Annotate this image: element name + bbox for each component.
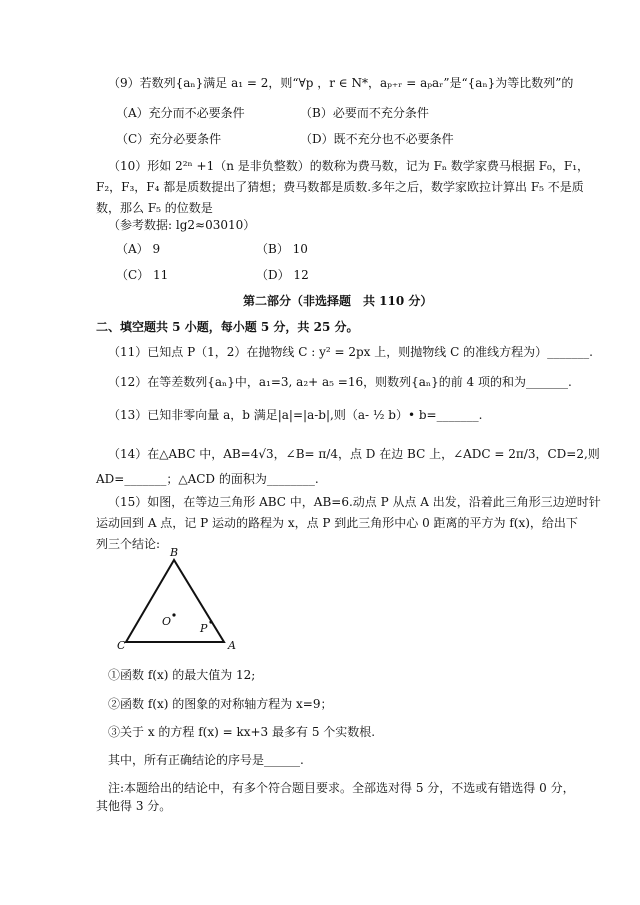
q10-stem-line3: 数，那么 F₅ 的位数是 <box>96 201 213 215</box>
q9-option-a: （A）充分而不必要条件 <box>116 106 245 120</box>
label-b: B <box>170 546 179 559</box>
triangle-abc <box>126 560 224 642</box>
q10-reference: （参考数据: lg2≈03010） <box>108 218 256 232</box>
q10-stem-line2: F₂，F₃，F₄ 都是质数提出了猜想；费马数都是质数.多年之后，数学家欧拉计算出 F₅ 不是质 <box>96 180 584 194</box>
q11: （11）已知点 P（1，2）在抛物线 C : y² = 2px 上，则抛物线 C 的准线方程为）_______. <box>108 345 593 359</box>
q10-option-b: （B） 10 <box>256 242 308 256</box>
q10-option-a: （A） 9 <box>116 242 161 256</box>
q14-line2: AD=_______；△ACD 的面积为________. <box>96 472 319 486</box>
label-o: O <box>162 615 172 628</box>
triangle-figure <box>110 546 250 657</box>
part2-title: 第二部分（非选择题 共 110 分） <box>243 294 433 308</box>
q15-answer-line: 其中，所有正确结论的序号是______. <box>108 753 304 767</box>
q9-stem: （9）若数列{aₙ}满足 a₁ = 2，则“∀p ，r ∈ N*，aₚ₊ᵣ = aₚaᵣ”是“{aₙ}为等比数列”的 <box>108 76 574 90</box>
q13: （13）已知非零向量 a，b 满足|a|=|a-b|,则（a- ½ b）• b=_______. <box>108 408 483 422</box>
q15-conclusion-2: ②函数 f(x) 的图象的对称轴方程为 x=9； <box>108 697 333 711</box>
q9-option-d: （D）既不充分也不必要条件 <box>300 132 454 146</box>
center-point-o <box>172 613 175 616</box>
label-c: C <box>117 639 126 652</box>
moving-point-p <box>209 620 212 623</box>
q15-line3: 列三个结论: <box>96 537 161 551</box>
section2-header: 二、填空题共 5 小题，每小题 5 分，共 25 分。 <box>96 320 359 334</box>
q15-note-line2: 其他得 3 分。 <box>96 799 172 813</box>
q9-option-b: （B）必要而不充分条件 <box>300 106 429 120</box>
q15-conclusion-3: ③关于 x 的方程 f(x) = kx+3 最多有 5 个实数根. <box>108 725 376 739</box>
q10-option-c: （C） 11 <box>116 268 169 282</box>
q10-option-d: （D） 12 <box>256 268 309 282</box>
q9-option-c: （C）充分必要条件 <box>116 132 222 146</box>
q12: （12）在等差数列{aₙ}中，a₁=3, a₂+ a₅ =16，则数列{aₙ}的前 4 项的和为_______. <box>108 375 572 389</box>
label-a: A <box>228 639 236 652</box>
q14-line1: （14）在△ABC 中，AB=4√3，∠B= π/4，点 D 在边 BC 上，∠ADC = 2π/3，CD=2,则 <box>108 447 600 461</box>
q15-note-line1: 注:本题给出的结论中，有多个符合题目要求。全部选对得 5 分，不选或有错选得 0 分， <box>108 781 575 795</box>
label-p: P <box>200 622 208 635</box>
q15-conclusion-1: ①函数 f(x) 的最大值为 12; <box>108 668 256 682</box>
q15-line1: （15）如图，在等边三角形 ABC 中，AB=6.动点 P 从点 A 出发，沿着此三角形三边逆时针 <box>108 495 601 509</box>
q15-line2: 运动回到 A 点，记 P 运动的路程为 x，点 P 到此三角形中心 0 距离的平方为 f(x)，给出下 <box>96 516 578 530</box>
q10-stem-line1: （10）形如 2²ⁿ +1（n 是非负整数）的数称为费马数，记为 Fₙ 数学家费马根据 F₀，F₁， <box>108 159 590 173</box>
